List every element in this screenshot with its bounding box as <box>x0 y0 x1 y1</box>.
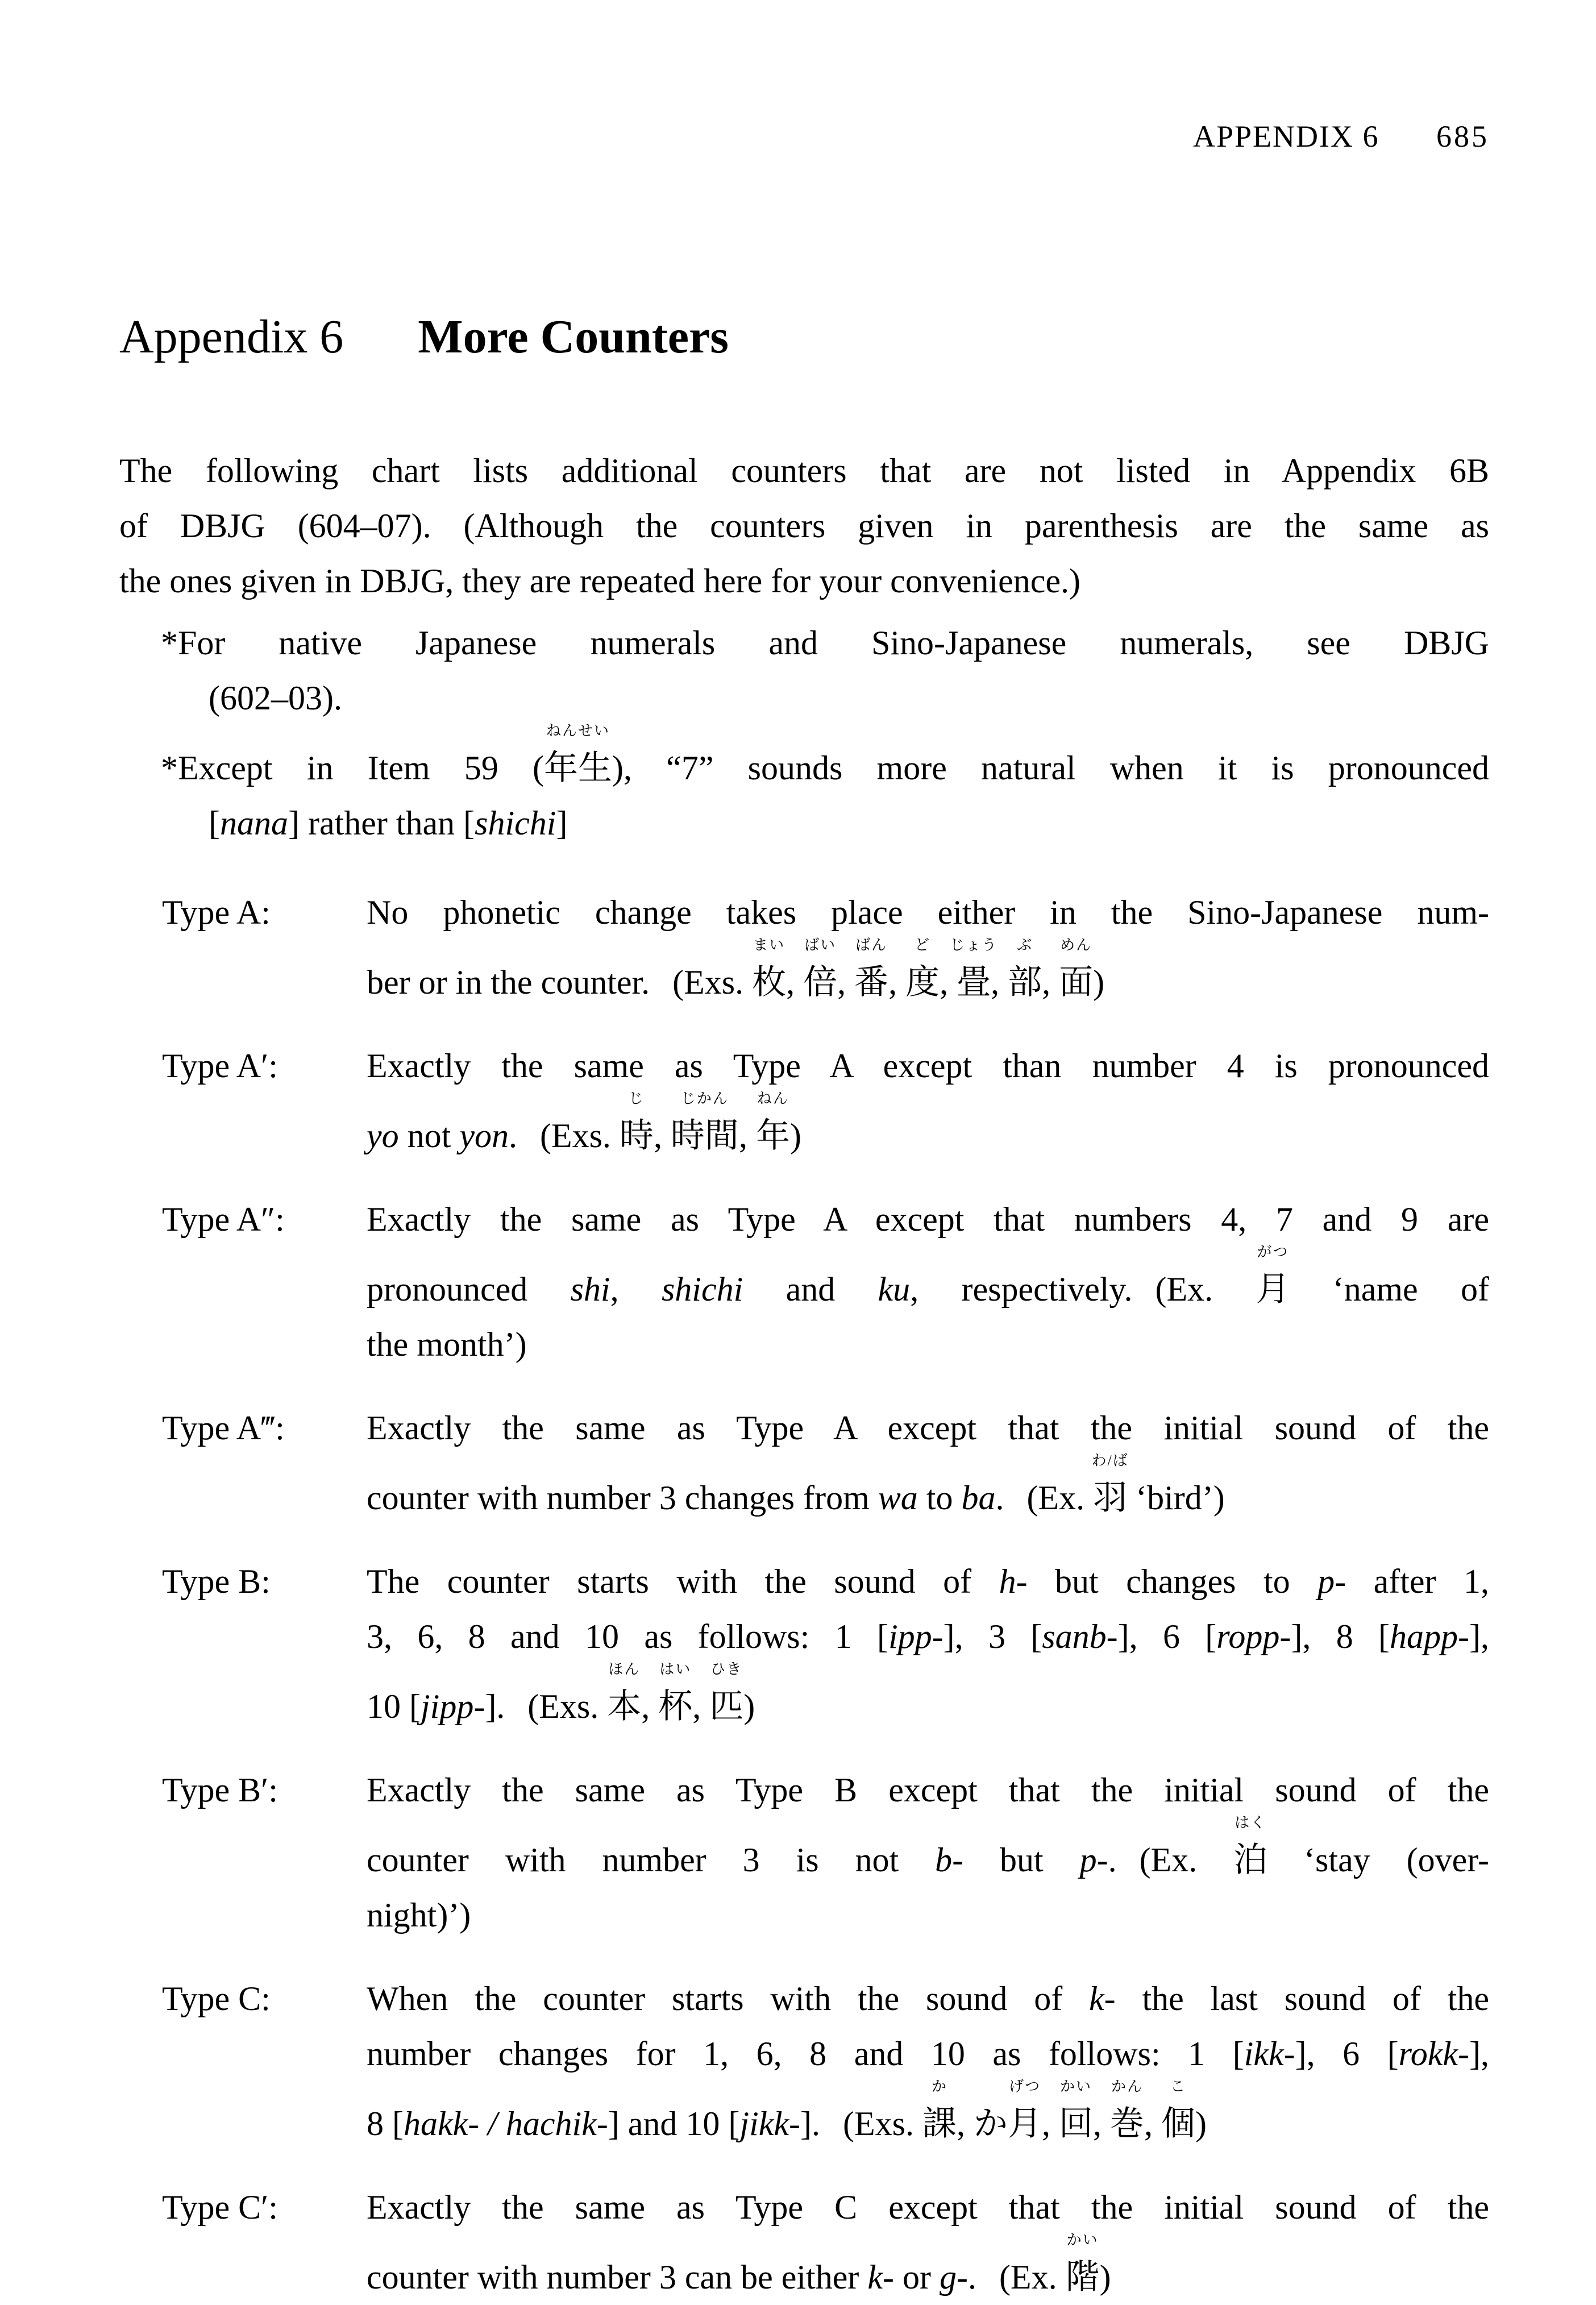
text-line: number changes for 1, 6, 8 and 10 as follows: 1 [ikk-], 6 [rokk-], <box>367 2035 1489 2073</box>
text-line: the month’) <box>367 1326 527 1363</box>
furigana: ばい <box>804 937 837 953</box>
furigana: じ <box>628 1090 645 1107</box>
counter-type-label: Type B′: <box>162 1771 278 1809</box>
furigana: ど <box>915 937 931 953</box>
counter-type-description <box>367 1039 1489 1164</box>
counter-type-row <box>119 2180 1489 2305</box>
furigana: かい <box>1066 2232 1099 2248</box>
furigana: じょう <box>950 937 998 953</box>
furigana: か <box>931 2078 947 2095</box>
kanji-with-furigana: 本 ほん <box>607 1661 642 1725</box>
kanji-with-furigana: 度 ど <box>905 937 940 1001</box>
counter-type-label: Type A″: <box>162 1201 285 1238</box>
kanji-with-furigana: 階 かい <box>1065 2232 1100 2296</box>
furigana: ねん <box>757 1090 789 1107</box>
counter-type-row <box>119 1039 1489 1164</box>
furigana: げつ <box>1008 2078 1041 2095</box>
kanji-with-furigana: 時 じ <box>619 1090 654 1154</box>
furigana: めん <box>1060 937 1092 953</box>
furigana: ぶ <box>1017 937 1033 953</box>
counter-type-row <box>119 885 1489 1010</box>
counter-type-description <box>367 2180 1489 2305</box>
running-header-section: APPENDIX 6 <box>1192 119 1379 153</box>
page-title-main: More Counters <box>418 310 729 363</box>
text-line: Exactly the same as Type A except than number 4 is pronounced <box>367 1047 1489 1085</box>
text-line: the ones given in DBJG, they are repeated here for your convenience.) <box>119 562 1080 600</box>
text-line: No phonetic change takes place either in the Sino-Japanese num- <box>367 894 1489 931</box>
kanji-with-furigana: 課 か <box>922 2078 957 2142</box>
text-line: The following chart lists additional counters that are not listed in Appendix 6B <box>119 452 1489 489</box>
counter-type-row <box>119 1401 1489 1526</box>
kanji-with-furigana: 枚 まい <box>752 937 787 1001</box>
furigana: かん <box>1111 2078 1143 2095</box>
kanji-with-furigana: 泊 はく <box>1233 1814 1268 1879</box>
kanji-with-furigana: 畳 じょう <box>950 937 998 1001</box>
note-item-59 <box>119 722 1489 851</box>
furigana: ばん <box>855 937 888 953</box>
counter-type-label: Type A: <box>162 894 271 931</box>
text-line: pronounced shi, shichi and ku, respectively. (Ex. 月 がつ ‘name of <box>367 1247 1489 1317</box>
kanji-with-furigana: 部 ぶ <box>1008 937 1042 1001</box>
text-line: *Except in Item 59 (年生 ねんせい ), “7” sounds more natural when it is pronounced <box>119 726 1489 796</box>
furigana: じかん <box>680 1090 729 1107</box>
kanji-with-furigana: 杯 はい <box>658 1661 693 1725</box>
text-line: yo not yon. (Exs. 時 じ , 時間 じかん , 年 ねん ) <box>367 1094 1489 1164</box>
furigana: はく <box>1235 1814 1267 1831</box>
page-title-prefix: Appendix 6 <box>119 310 344 363</box>
text-line: night)’) <box>367 1896 471 1934</box>
kanji-with-furigana: 倍 ばい <box>803 937 838 1001</box>
counter-type-description <box>367 1971 1489 2152</box>
text-line: ber or in the counter. (Exs. 枚 まい , 倍 ばい , 番 ばん , 度 ど , 畳 じょう , 部 ぶ , 面 めん ) <box>367 940 1489 1010</box>
furigana: かい <box>1059 2078 1092 2095</box>
kanji-with-furigana: 年生 ねんせい <box>544 722 612 787</box>
counter-type-label: Type C: <box>162 1980 271 2017</box>
text-line: [nana] rather than [shichi] <box>209 804 568 842</box>
counter-type-description <box>367 1763 1489 1943</box>
kanji-with-furigana: 月 げつ <box>1007 2078 1042 2142</box>
kanji-with-furigana: 個 こ <box>1161 2078 1195 2142</box>
kanji-with-furigana: 羽 わ/ば <box>1091 1452 1129 1517</box>
furigana: わ/ば <box>1091 1452 1129 1469</box>
kanji-with-furigana: 時間 じかん <box>670 1090 739 1154</box>
kanji-with-furigana: 回 かい <box>1058 2078 1093 2142</box>
text-line: The counter starts with the sound of h- but changes to p- after 1, <box>367 1563 1489 1600</box>
furigana: ひき <box>710 1661 743 1677</box>
counter-type-description <box>367 885 1489 1010</box>
text-line: 8 [hakk- / hachik-] and 10 [jikk-]. (Exs. 課 か , か月 げつ , 回 かい , 巻 かん , 個 こ ) <box>367 2082 1489 2152</box>
counter-type-label: Type A‴: <box>162 1409 285 1447</box>
text-line: Exactly the same as Type C except that the initial sound of the <box>367 2188 1489 2226</box>
furigana: こ <box>1170 2078 1186 2095</box>
text-line: Exactly the same as Type B except that the initial sound of the <box>367 1771 1489 1809</box>
notes-section <box>119 616 1489 851</box>
kanji-with-furigana: 年 ねん <box>755 1090 790 1154</box>
text-line: counter with number 3 is not b- but p-. (Ex. 泊 はく ‘stay (over- <box>367 1818 1489 1888</box>
running-header <box>119 119 1489 153</box>
text-line: of DBJG (604–07). (Although the counters given in parenthesis are the same as <box>119 507 1489 545</box>
text-line: 10 [jipp-]. (Exs. 本 ほん , 杯 はい , 匹 ひき ) <box>367 1664 1489 1734</box>
note-native-numerals <box>119 616 1489 726</box>
kanji-with-furigana: 巻 かん <box>1109 2078 1144 2142</box>
page-title <box>119 310 1489 364</box>
counter-type-description <box>367 1401 1489 1526</box>
text-line: Exactly the same as Type A except that the initial sound of the <box>367 1409 1489 1447</box>
text-line: Exactly the same as Type A except that numbers 4, 7 and 9 are <box>367 1201 1489 1238</box>
counter-type-label: Type A′: <box>162 1047 278 1085</box>
counter-type-description <box>367 1192 1489 1372</box>
counter-type-label: Type C′: <box>162 2188 278 2226</box>
counter-type-row <box>119 1554 1489 1734</box>
intro-paragraph <box>119 443 1489 609</box>
kanji-with-furigana: 月 がつ <box>1256 1244 1290 1308</box>
text-line: counter with number 3 changes from wa to ba. (Ex. 羽 わ/ば ‘bird’) <box>367 1456 1489 1526</box>
kanji-with-furigana: 番 ばん <box>854 937 889 1001</box>
text-line: (602–03). <box>209 679 342 717</box>
furigana: まい <box>753 937 785 953</box>
text-line: 3, 6, 8 and 10 as follows: 1 [ipp-], 3 [sanb-], 6 [ropp-], 8 [happ-], <box>367 1618 1489 1655</box>
kanji-with-furigana: 面 めん <box>1059 937 1094 1001</box>
furigana: ねんせい <box>546 722 610 739</box>
text-line: When the counter starts with the sound of k- the last sound of the <box>367 1980 1489 2017</box>
counter-type-row <box>119 1192 1489 1372</box>
counter-type-list <box>119 885 1489 2305</box>
text-line: *For native Japanese numerals and Sino-Japanese numerals, see DBJG <box>161 624 1489 662</box>
kanji-with-furigana: 匹 ひき <box>709 1661 744 1725</box>
text-line: counter with number 3 can be either k- or g-. (Ex. 階 かい ) <box>367 2235 1489 2305</box>
counter-type-description <box>367 1554 1489 1734</box>
furigana: はい <box>659 1661 692 1677</box>
counter-type-row <box>119 1971 1489 2152</box>
counter-type-label: Type B: <box>162 1563 271 1600</box>
page-number: 685 <box>1436 119 1489 153</box>
counter-type-row <box>119 1763 1489 1943</box>
furigana: ほん <box>608 1661 641 1677</box>
furigana: がつ <box>1257 1244 1289 1260</box>
